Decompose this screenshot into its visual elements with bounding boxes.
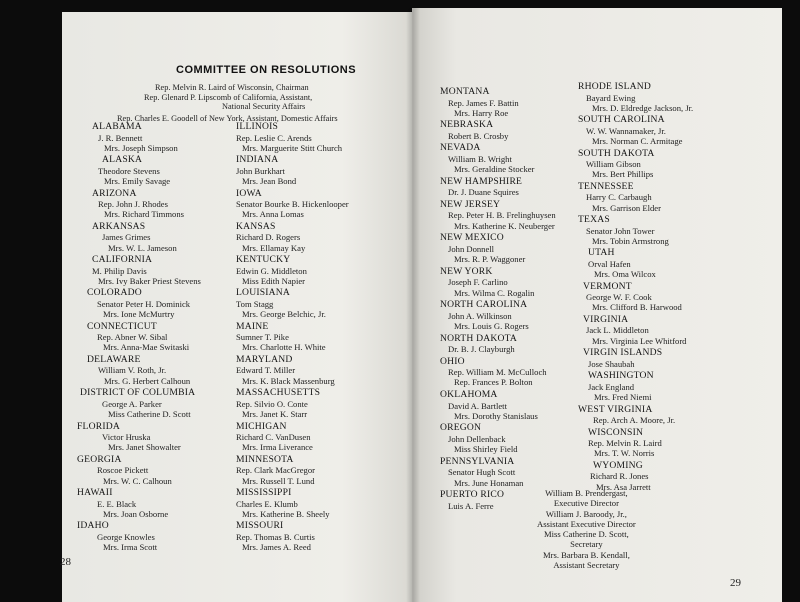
- state-name: VIRGINIA: [583, 313, 629, 325]
- member-name: Mrs. R. P. Waggoner: [454, 254, 526, 265]
- state-name: MAINE: [236, 320, 269, 332]
- state-name: WASHINGTON: [588, 370, 654, 382]
- member-name: Mrs. Bert Phillips: [592, 169, 654, 180]
- member-name: Dr. B. J. Clayburgh: [448, 344, 515, 355]
- member-name: Mrs. James A. Reed: [242, 542, 311, 553]
- state-entry: [77, 520, 201, 553]
- state-name: OREGON: [440, 422, 482, 434]
- member-name: E. E. Black: [97, 498, 137, 509]
- state-name: DELAWARE: [87, 353, 141, 365]
- member-name: Mrs. Oma Wilcox: [594, 269, 656, 280]
- state-name: WYOMING: [593, 459, 643, 471]
- member-name: Rep. James F. Battin: [448, 97, 519, 108]
- member-name: Mrs. Irma Scott: [103, 542, 158, 553]
- state-entry: [578, 148, 693, 180]
- state-name: MINNESOTA: [236, 453, 294, 465]
- member-name: Rep. Thomas B. Curtis: [236, 531, 315, 542]
- state-name: GEORGIA: [77, 453, 122, 465]
- member-name: Mrs. Marguerite Stitt Church: [242, 142, 343, 153]
- member-name: Tom Stagg: [236, 298, 274, 309]
- member-name: James Grimes: [102, 232, 151, 243]
- chairman-line: Rep. Melvin R. Laird of Wisconsin, Chairman: [155, 83, 309, 92]
- state-column-1: [77, 121, 201, 554]
- state-column-3: [440, 86, 556, 512]
- state-entry: [92, 254, 201, 286]
- member-name: Rep. John J. Rhodes: [98, 199, 168, 210]
- state-name: IDAHO: [77, 520, 109, 532]
- state-entry: [440, 86, 556, 118]
- member-name: Mrs. June Honaman: [454, 477, 524, 488]
- member-name: Joseph F. Carlino: [448, 277, 508, 288]
- state-name: ALABAMA: [92, 121, 142, 132]
- state-name: FLORIDA: [77, 420, 120, 432]
- member-name: William Gibson: [586, 159, 641, 170]
- state-entry: [440, 356, 556, 388]
- member-name: Mrs. Janet Showalter: [108, 442, 181, 453]
- state-name: OHIO: [440, 355, 465, 367]
- state-name: MASSACHUSETTS: [236, 387, 321, 399]
- staff-line: Miss Catherine D. Scott,: [544, 529, 629, 540]
- member-name: Mrs. Ivy Baker Priest Stevens: [98, 275, 201, 286]
- member-name: Mrs. Norman C. Armitage: [592, 136, 683, 147]
- member-name: Mrs. Emily Savage: [104, 176, 171, 187]
- member-name: Jose Shaubah: [588, 358, 635, 369]
- state-entry: [77, 453, 201, 486]
- page-title: COMMITTEE ON RESOLUTIONS: [176, 64, 357, 76]
- state-name: NEW JERSEY: [440, 198, 501, 210]
- member-name: Mrs. Tobin Armstrong: [592, 235, 669, 246]
- state-name: CALIFORNIA: [92, 254, 153, 266]
- member-name: Victor Hruska: [102, 432, 151, 443]
- state-entry: [236, 520, 349, 552]
- state-entry: [578, 214, 693, 246]
- member-name: Rep. Clark MacGregor: [236, 465, 315, 476]
- member-name: Mrs. Asa Jarrett: [596, 481, 651, 492]
- state-entry: [440, 422, 556, 454]
- member-name: Mrs. Janet K. Starr: [242, 409, 308, 420]
- member-name: Mrs. Richard Timmons: [104, 209, 184, 220]
- staff-list: [537, 488, 636, 570]
- state-entry: [236, 188, 349, 220]
- state-name: RHODE ISLAND: [578, 81, 652, 92]
- state-name: PENNSYLVANIA: [440, 455, 515, 467]
- state-entry: [236, 254, 349, 286]
- state-name: SOUTH CAROLINA: [578, 114, 665, 126]
- member-name: Rep. William M. McCulloch: [448, 367, 547, 378]
- member-name: Robert B. Crosby: [448, 130, 509, 141]
- state-name: OKLAHOMA: [440, 389, 498, 401]
- member-name: Mrs. Ellamay Kay: [242, 242, 306, 253]
- member-name: John Dellenback: [448, 433, 506, 444]
- member-name: Mrs. Geraldine Stocker: [454, 164, 535, 175]
- state-entry: [440, 142, 556, 174]
- state-name: WISCONSIN: [588, 426, 644, 438]
- member-name: Mrs. W. L. Jameson: [108, 242, 177, 253]
- state-name: NEVADA: [440, 142, 481, 154]
- state-entry: [578, 370, 693, 402]
- state-name: NORTH CAROLINA: [440, 299, 528, 311]
- assistant-line-1: Rep. Glenard P. Lipscomb of California, Assistant,: [144, 93, 313, 102]
- member-name: Miss Edith Napier: [242, 275, 306, 286]
- member-name: Mrs. Ione McMurtry: [103, 309, 175, 320]
- member-name: Senator Bourke B. Hickenlooper: [236, 199, 349, 210]
- state-name: VIRGIN ISLANDS: [583, 347, 663, 359]
- state-entry: [440, 176, 556, 198]
- state-entry: [236, 287, 349, 319]
- member-name: Mrs. W. C. Calhoun: [103, 475, 172, 486]
- state-name: TEXAS: [578, 214, 610, 226]
- state-entry: [236, 121, 349, 153]
- member-name: Rep. Frances P. Bolton: [454, 377, 533, 388]
- state-entry: [77, 420, 201, 453]
- member-name: Mrs. Katherine K. Neuberger: [454, 220, 555, 231]
- member-name: John Burkhart: [236, 165, 285, 176]
- state-name: UTAH: [588, 247, 615, 259]
- state-name: KENTUCKY: [236, 254, 291, 266]
- member-name: Mrs. Irma Liverance: [242, 442, 313, 453]
- member-name: Rep. Melvin R. Laird: [588, 438, 662, 448]
- member-name: Senator Peter H. Dominick: [97, 298, 191, 309]
- state-name: ARKANSAS: [92, 220, 146, 232]
- state-entry: [440, 456, 556, 488]
- state-entry: [578, 247, 693, 279]
- member-name: Mrs. Joseph Simpson: [104, 142, 178, 153]
- staff-line: Mrs. Barbara B. Kendall,: [542, 549, 630, 560]
- member-name: Rep. Silvio O. Conte: [236, 398, 308, 409]
- state-entry: [80, 387, 201, 420]
- member-name: Jack L. Middleton: [586, 325, 649, 336]
- member-name: Rep. Peter H. B. Frelinghuysen: [448, 210, 556, 221]
- member-name: Richard R. Jones: [590, 471, 649, 482]
- member-name: William V. Roth, Jr.: [98, 365, 167, 376]
- state-entry: [236, 454, 349, 486]
- member-name: Mrs. Wilma C. Rogalin: [454, 287, 535, 298]
- member-name: George Knowles: [97, 531, 155, 542]
- state-name: NEW HAMPSHIRE: [440, 175, 523, 187]
- member-name: Mrs. George Belchic, Jr.: [242, 309, 326, 320]
- member-name: George A. Parker: [102, 398, 162, 409]
- state-column-2: [236, 121, 349, 554]
- state-entry: [440, 119, 556, 141]
- state-entry: [92, 221, 201, 253]
- book-gutter: [406, 8, 420, 602]
- member-name: Rep. Leslie C. Arends: [236, 132, 312, 143]
- member-name: William B. Wright: [448, 153, 512, 164]
- member-name: Roscoe Pickett: [97, 465, 149, 476]
- state-entry: [236, 387, 349, 419]
- member-name: Mrs. Harry Roe: [454, 107, 509, 118]
- state-entry: [236, 154, 349, 186]
- state-entry: [77, 487, 201, 519]
- member-name: Mrs. Garrison Elder: [592, 202, 661, 213]
- state-name: NEW MEXICO: [440, 232, 504, 244]
- member-name: Edward T. Miller: [236, 365, 296, 376]
- member-name: Theodore Stevens: [98, 165, 160, 176]
- state-name: KANSAS: [236, 220, 276, 232]
- page-number-left: 28: [60, 556, 71, 568]
- state-entry: [440, 299, 556, 331]
- state-name: DISTRICT OF COLUMBIA: [80, 387, 196, 399]
- state-entry: [92, 121, 201, 153]
- state-entry: [87, 320, 201, 353]
- member-name: Mrs. Virginia Lee Whitford: [592, 335, 687, 346]
- member-name: George W. F. Cook: [586, 292, 652, 303]
- member-name: Mrs. Russell T. Lund: [242, 475, 315, 486]
- member-name: Sumner T. Pike: [236, 332, 289, 343]
- state-entry: [236, 321, 349, 353]
- member-name: Rep. Abner W. Sibal: [97, 332, 168, 343]
- assistant-line-2: National Security Affairs: [222, 102, 306, 111]
- state-name: ARIZONA: [92, 187, 137, 199]
- member-name: Richard D. Rogers: [236, 232, 301, 243]
- state-name: NEW YORK: [440, 265, 493, 277]
- state-name: MONTANA: [440, 86, 490, 97]
- member-name: David A. Bartlett: [448, 400, 507, 411]
- member-name: Mrs. Fred Niemi: [594, 392, 652, 403]
- member-name: Charles E. Klumb: [236, 498, 298, 509]
- member-name: Luis A. Ferre: [448, 500, 494, 511]
- member-name: Miss Shirley Field: [454, 444, 518, 455]
- member-name: John A. Wilkinson: [448, 310, 512, 321]
- state-entry: [440, 333, 556, 355]
- member-name: Bayard Ewing: [586, 92, 636, 103]
- member-name: Senator Hugh Scott: [448, 467, 516, 478]
- member-name: J. R. Bennett: [98, 132, 143, 143]
- state-name: VERMONT: [583, 280, 632, 292]
- member-name: Mrs. Joan Osborne: [103, 508, 169, 519]
- state-name: IOWA: [236, 187, 262, 199]
- member-name: Richard C. VanDusen: [236, 432, 311, 443]
- member-name: Mrs. Anna Lomas: [242, 209, 304, 220]
- staff-line: Assistant Executive Director: [537, 518, 636, 529]
- state-name: ILLINOIS: [236, 121, 279, 132]
- assistant-line-3: Rep. Charles E. Goodell of New York, Assistant, Domestic Affairs: [117, 114, 338, 123]
- member-name: Orval Hafen: [588, 258, 631, 269]
- state-entry: [440, 199, 556, 231]
- member-name: Senator John Tower: [586, 225, 655, 236]
- state-entry: [236, 487, 349, 519]
- state-entry: [92, 188, 201, 220]
- staff-line: William J. Baroody, Jr.,: [545, 508, 627, 519]
- state-entry: [440, 232, 556, 264]
- member-name: Mrs. D. Eldredge Jackson, Jr.: [592, 102, 694, 113]
- member-name: Miss Catherine D. Scott: [108, 409, 191, 420]
- state-name: CONNECTICUT: [87, 320, 157, 332]
- page-number-right: 29: [730, 577, 741, 589]
- member-name: John Donnell: [448, 243, 495, 254]
- member-name: Mrs. Anna-Mae Switaski: [103, 342, 190, 353]
- member-name: Mrs. Louis G. Rogers: [454, 320, 529, 331]
- member-name: Edwin G. Middleton: [236, 265, 307, 276]
- state-name: NEBRASKA: [440, 119, 494, 131]
- state-entry: [578, 314, 693, 346]
- state-entry: [578, 281, 693, 313]
- state-entry: [440, 266, 556, 298]
- state-entry: [578, 114, 693, 146]
- member-name: Mrs. G. Herbert Calhoun: [104, 375, 191, 386]
- member-name: Mrs. Clifford B. Harwood: [592, 302, 682, 313]
- member-name: M. Philip Davis: [92, 265, 147, 276]
- staff-line: William B. Prendergast,: [545, 488, 628, 498]
- state-name: LOUISIANA: [236, 287, 291, 299]
- state-entry: [236, 421, 349, 453]
- staff-line: Executive Director: [553, 498, 619, 509]
- state-name: WEST VIRGINIA: [578, 403, 653, 415]
- member-name: Mrs. K. Black Massenburg: [242, 375, 335, 386]
- member-name: Jack England: [588, 381, 635, 392]
- member-name: Mrs. Katherine B. Sheely: [242, 508, 330, 519]
- state-name: HAWAII: [77, 487, 113, 499]
- member-name: Mrs. Dorothy Stanislaus: [454, 410, 538, 421]
- state-entry: [236, 354, 349, 386]
- state-entry: [578, 81, 693, 113]
- state-column-4: [578, 81, 693, 493]
- state-entry: [578, 427, 693, 459]
- state-entry: [236, 221, 349, 253]
- state-entry: [440, 389, 556, 421]
- state-name: COLORADO: [87, 287, 142, 299]
- member-name: Harry C. Carbaugh: [586, 192, 652, 203]
- member-name: Mrs. Jean Bond: [242, 176, 297, 187]
- staff-line: Assistant Secretary: [553, 560, 620, 571]
- state-name: MISSOURI: [236, 520, 284, 532]
- state-entry: [87, 353, 201, 386]
- state-name: MICHIGAN: [236, 420, 287, 432]
- state-name: SOUTH DAKOTA: [578, 147, 655, 159]
- state-entry: [92, 154, 201, 186]
- state-entry: [578, 181, 693, 213]
- member-name: Rep. Arch A. Moore, Jr.: [593, 415, 676, 426]
- staff-line: Secretary: [570, 539, 603, 550]
- state-name: ALASKA: [102, 154, 143, 166]
- member-name: Mrs. T. W. Norris: [594, 448, 655, 459]
- state-name: TENNESSEE: [578, 180, 634, 192]
- state-name: INDIANA: [236, 154, 279, 166]
- state-entry: [578, 404, 693, 426]
- member-name: Mrs. Charlotte H. White: [242, 342, 326, 353]
- state-entry: [578, 347, 693, 369]
- state-name: PUERTO RICO: [440, 489, 505, 501]
- state-entry: [87, 287, 201, 320]
- state-name: MISSISSIPPI: [236, 487, 292, 499]
- state-name: NORTH DAKOTA: [440, 332, 517, 344]
- member-name: Dr. J. Duane Squires: [448, 187, 519, 198]
- member-name: W. W. Wannamaker, Jr.: [586, 125, 666, 136]
- state-name: MARYLAND: [236, 353, 293, 365]
